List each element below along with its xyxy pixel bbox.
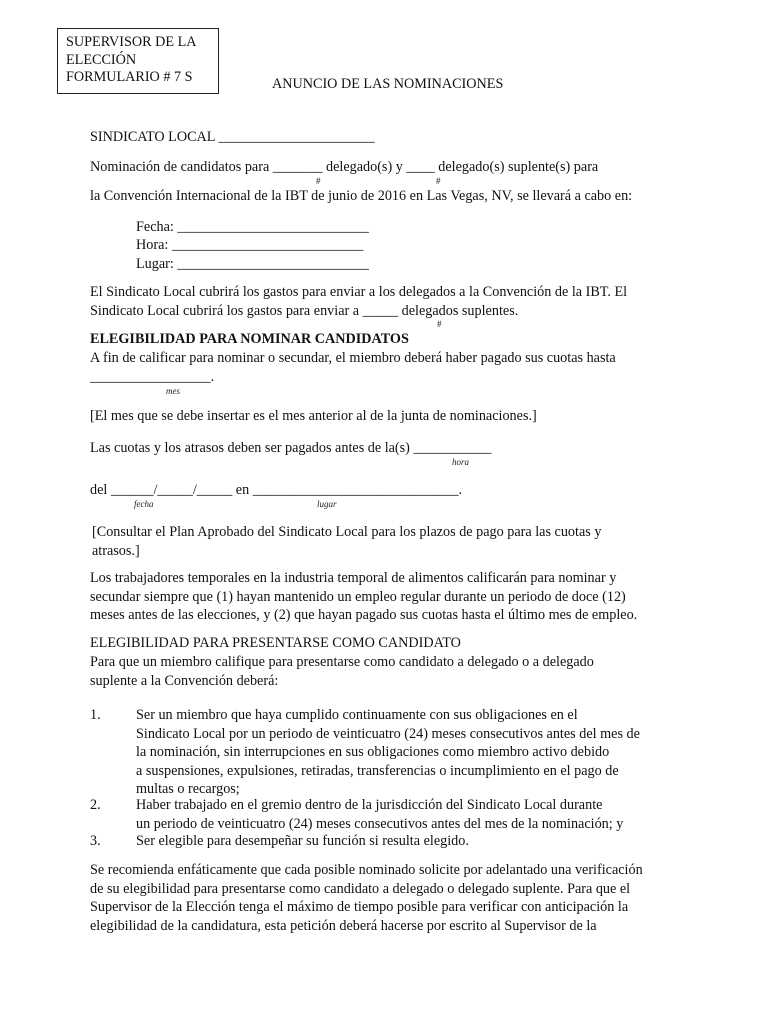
candidate-intro-line-2: suplente a la Convención deberá: bbox=[90, 672, 279, 689]
convention-line: la Convención Internacional de la IBT de junio de 2016 en Las Vegas, NV, se llevará a cabo en: bbox=[90, 188, 633, 204]
nomination-line: Nominación de candidatos para _______ delegado(s) y ____ delegado(s) suplente(s) para bbox=[90, 159, 599, 175]
local-union-line: SINDICATO LOCAL ______________________ bbox=[90, 129, 375, 145]
nominate-eligibility-line-1: A fin de calificar para nominar o secundar, el miembro deberá haber pagado sus cuotas hasta bbox=[90, 350, 616, 366]
place-label: lugar bbox=[317, 499, 337, 509]
page-title: ANUNCIO DE LAS NOMINACIONES bbox=[272, 76, 504, 92]
recommendation-line-4: elegibilidad de la candidatura, esta petición deberá hacerse por escrito al Supervisor de la bbox=[90, 917, 597, 934]
expenses-line-1: El Sindicato Local cubrirá los gastos para enviar a los delegados a la Convención de la IBT. El bbox=[90, 284, 628, 300]
consult-plan-paragraph bbox=[92, 523, 692, 560]
expenses-line-2: Sindicato Local cubrirá los gastos para enviar a _____ delegados suplentes. bbox=[90, 302, 519, 319]
form-box-line-1: SUPERVISOR DE LA bbox=[66, 34, 197, 50]
month-label: mes bbox=[166, 386, 180, 396]
candidate-intro-line-1: Para que un miembro califique para presentarse como candidato a delegado o a delegado bbox=[90, 654, 594, 670]
time-label: hora bbox=[452, 457, 470, 467]
dues-date-place-line: del ______/_____/_____ en _____________________________. bbox=[90, 482, 463, 498]
requirement-line: Ser un miembro que haya cumplido continuamente con sus obligaciones en el bbox=[136, 707, 578, 723]
requirement-line: Ser elegible para desempeñar su función si resulta elegido. bbox=[136, 833, 469, 849]
meeting-time-field: Hora: ___________________________ bbox=[136, 237, 364, 253]
nominate-eligibility-heading: ELEGIBILIDAD PARA NOMINAR CANDIDATOS bbox=[90, 331, 409, 347]
temporary-line-3: meses antes de las elecciones, y (2) que hayan pagado sus cuotas hasta el último mes de empleo. bbox=[90, 607, 638, 623]
month-note: [El mes que se debe insertar es el mes anterior al de la junta de nominaciones.] bbox=[90, 408, 537, 424]
hash-mark-expenses: # bbox=[437, 319, 442, 329]
temporary-line-2: secundar siempre que (1) hayan mantenido un empleo regular durante un periodo de doce (12) bbox=[90, 588, 626, 605]
requirement-line: multas o recargos; bbox=[136, 781, 240, 797]
candidate-eligibility-intro bbox=[90, 653, 690, 690]
candidate-eligibility-heading: ELEGIBILIDAD PARA PRESENTARSE COMO CANDIDATO bbox=[90, 635, 461, 651]
dues-deadline-line: Las cuotas y los atrasos deben ser pagados antes de la(s) ___________ bbox=[90, 440, 492, 456]
requirement-line: Haber trabajado en el gremio dentro de la jurisdicción del Sindicato Local durante bbox=[136, 797, 603, 813]
requirement-text bbox=[136, 832, 469, 851]
form-box-line-3: FORMULARIO # 7 S bbox=[66, 69, 193, 85]
date-label: fecha bbox=[134, 499, 154, 509]
requirement-line: a suspensiones, expulsiones, retiradas, transferencias o incumplimiento en el pago de bbox=[136, 762, 619, 779]
requirement-line: Sindicato Local por un periodo de veinticuatro (24) meses consecutivos antes del mes de bbox=[136, 725, 640, 742]
requirement-number: 2. bbox=[90, 797, 101, 813]
hash-mark-alternates: # bbox=[436, 176, 441, 186]
requirement-number: 1. bbox=[90, 707, 101, 723]
meeting-date-field: Fecha: ___________________________ bbox=[136, 219, 369, 235]
hash-mark-delegates: # bbox=[316, 176, 321, 186]
requirement-text bbox=[136, 796, 623, 833]
recommendation-line-2: de su elegibilidad para presentarse como candidato a delegado o delegado suplente. Para que el bbox=[90, 880, 631, 897]
meeting-place-field: Lugar: ___________________________ bbox=[136, 256, 369, 272]
recommendation-paragraph bbox=[90, 861, 690, 935]
temporary-line-1: Los trabajadores temporales en la industria temporal de alimentos calificarán para nominar y bbox=[90, 570, 617, 586]
requirement-line: la nominación, sin interrupciones en sus obligaciones como miembro activo debido bbox=[136, 744, 610, 760]
recommendation-line-3: Supervisor de la Elección tenga el máximo de tiempo posible para verificar con anticipación la bbox=[90, 899, 629, 915]
consult-line-1: [Consultar el Plan Aprobado del Sindicato Local para los plazos de pago para las cuotas y bbox=[92, 524, 602, 540]
form-id-box bbox=[57, 28, 219, 94]
nominate-eligibility-line-2: _________________. bbox=[90, 369, 215, 385]
recommendation-line-1: Se recomienda enfáticamente que cada posible nominado solicite por adelantado una verificación bbox=[90, 862, 643, 878]
requirement-line: un periodo de veinticuatro (24) meses consecutivos antes del mes de la nominación; y bbox=[136, 815, 624, 832]
form-box-line-2: ELECCIÓN bbox=[66, 51, 137, 68]
requirement-text bbox=[136, 706, 640, 799]
requirement-number: 3. bbox=[90, 833, 101, 849]
expenses-paragraph bbox=[90, 283, 690, 320]
consult-line-2: atrasos.] bbox=[92, 542, 140, 559]
temporary-workers-paragraph bbox=[90, 569, 690, 625]
